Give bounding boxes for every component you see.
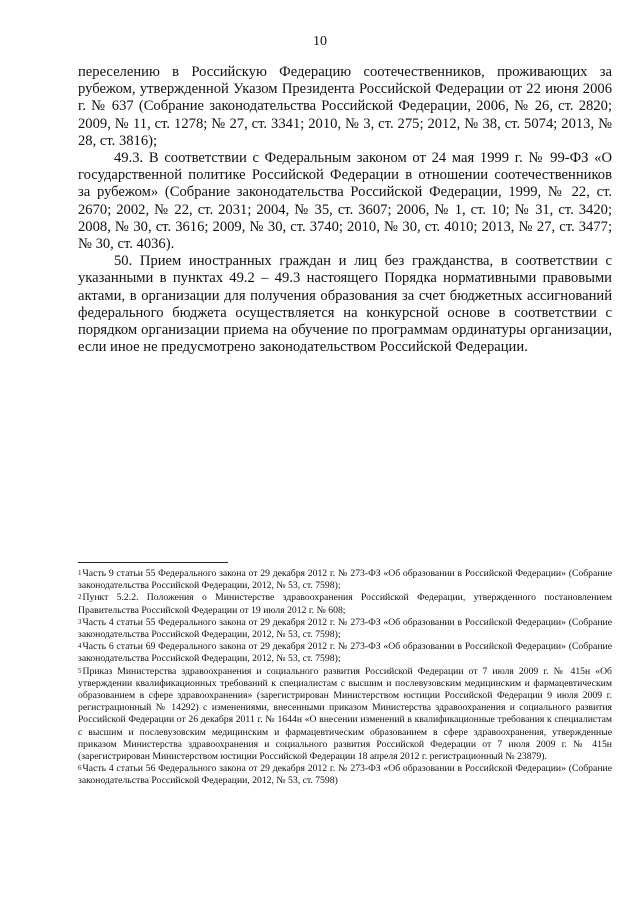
paragraph-49-3: 49.3. В соответствии с Федеральным законом от 24 мая 1999 г. № 99-ФЗ «О государственной политике Российской Федерации в отношении соотечественников за рубежом» (Собрание законодательства Российской Федерации, 1999, № 22, ст. 2670; 2002, № 22, ст. 2031; 2004, № 35, ст. 3607; 2006, № 1, ст. 10; № 31, ст. 3420; 2008, № 30, ст. 3616; 2009, № 30, ст. 3740; 2010, № 30, ст. 4010; 2013, № 27, ст. 3477; № 30, ст. 4036). bbox=[78, 150, 612, 253]
footnote-2 bbox=[78, 592, 612, 616]
footnote-mark: 3 bbox=[78, 617, 82, 626]
footnote-text: Часть 4 статьи 55 Федерального закона от 29 декабря 2012 г. № 273-ФЗ «Об образовании в Российской Федерации» (Собрание законодательства Российской Федерации, 2012, № 53, ст. 7598); bbox=[78, 616, 612, 641]
footnote-text: Пункт 5.2.2. Положения о Министерстве здравоохранения Российской Федерации, утвержденного постановлением Правительства Российской Федерации от 19 июля 2012 г. № 608; bbox=[78, 592, 612, 616]
footnote-mark: 2 bbox=[78, 593, 82, 602]
footnote-6 bbox=[78, 763, 612, 787]
footnote-text: Часть 6 статьи 69 Федерального закона от 29 декабря 2012 г. № 273-ФЗ «Об образовании в Российской Федерации» (Собрание законодательства Российской Федерации, 2012, № 53, ст. 7598); bbox=[78, 641, 612, 665]
footnote-mark: 5 bbox=[78, 666, 82, 675]
paragraph-50: 50. Прием иностранных граждан и лиц без гражданства, в соответствии с указанными в пунктах 49.2 – 49.3 настоящего Порядка нормативными правовыми актами, в организации для получения образования за счет бюджетных ассигнований федерального бюджета осуществляется на конкурсной основе в соответствии с порядком организации приема на обучение по программам ординатуры организации, если иное не предусмотрено законодательством Российской Федерации. bbox=[78, 253, 612, 356]
footnote-mark: 6 bbox=[78, 764, 82, 773]
footnote-divider bbox=[78, 562, 228, 563]
footnote-mark: 4 bbox=[78, 642, 82, 651]
page-number: 10 bbox=[313, 34, 327, 49]
footnotes bbox=[78, 568, 612, 788]
footnote-3 bbox=[78, 617, 612, 641]
main-text bbox=[78, 64, 612, 356]
footnote-text: Часть 4 статьи 56 Федерального закона от 29 декабря 2012 г. № 273-ФЗ «Об образовании в Российской Федерации» (Собрание законодательства Российской Федерации, 2012, № 53, ст. 7598) bbox=[78, 763, 612, 787]
footnote-text: Приказ Министерства здравоохранения и социального развития Российской Федерации от 7 июля 2009 г. № 415н «Об утверждении квалификационных требований к специалистам с высшим и послевузовским медицинским и фармацевтическим образованием в сфере здравоохранения» (зарегистрирован Министерством юстиции Российской Федерации 9 июля 2009 г. регистрационный № 14292) с изменениями, внесенными приказом Министерства здравоохранения и социального развития Российской Федерации от 26 декабря 2011 г. № 1644н «О внесении изменений в квалификационные требования к специалистам с высшим и послевузовским медицинским и фармацевтическим образованием в сфере здравоохранения, утвержденные приказом Министерства здравоохранения и социального развития Российской Федерации от 7 июля 2009 г. № 415н (зарегистрирован Министерством юстиции Российской Федерации 18 апреля 2012 г. регистрационный № 23879). bbox=[78, 665, 612, 763]
footnote-mark: 1 bbox=[78, 569, 82, 577]
footnote-1 bbox=[78, 568, 612, 592]
footnote-4 bbox=[78, 641, 612, 665]
footnote-text: Часть 9 статьи 55 Федерального закона от 29 декабря 2012 г. № 273-ФЗ «Об образовании в Российской Федерации» (Собрание законодательства Российской Федерации, 2012, № 53, ст. 7598); bbox=[78, 568, 612, 592]
paragraph-continuation: переселению в Российскую Федерацию соотечественников, проживающих за рубежом, утвержденной Указом Президента Российской Федерации от 22 июня 2006 г. № 637 (Собрание законодательства Российской Федерации, 2006, № 26, ст. 2820; 2009, № 11, ст. 1278; № 27, ст. 3341; 2010, № 3, ст. 275; 2012, № 38, ст. 5074; 2013, № 28, ст. 3816); bbox=[78, 64, 612, 149]
footnote-5 bbox=[78, 666, 612, 764]
